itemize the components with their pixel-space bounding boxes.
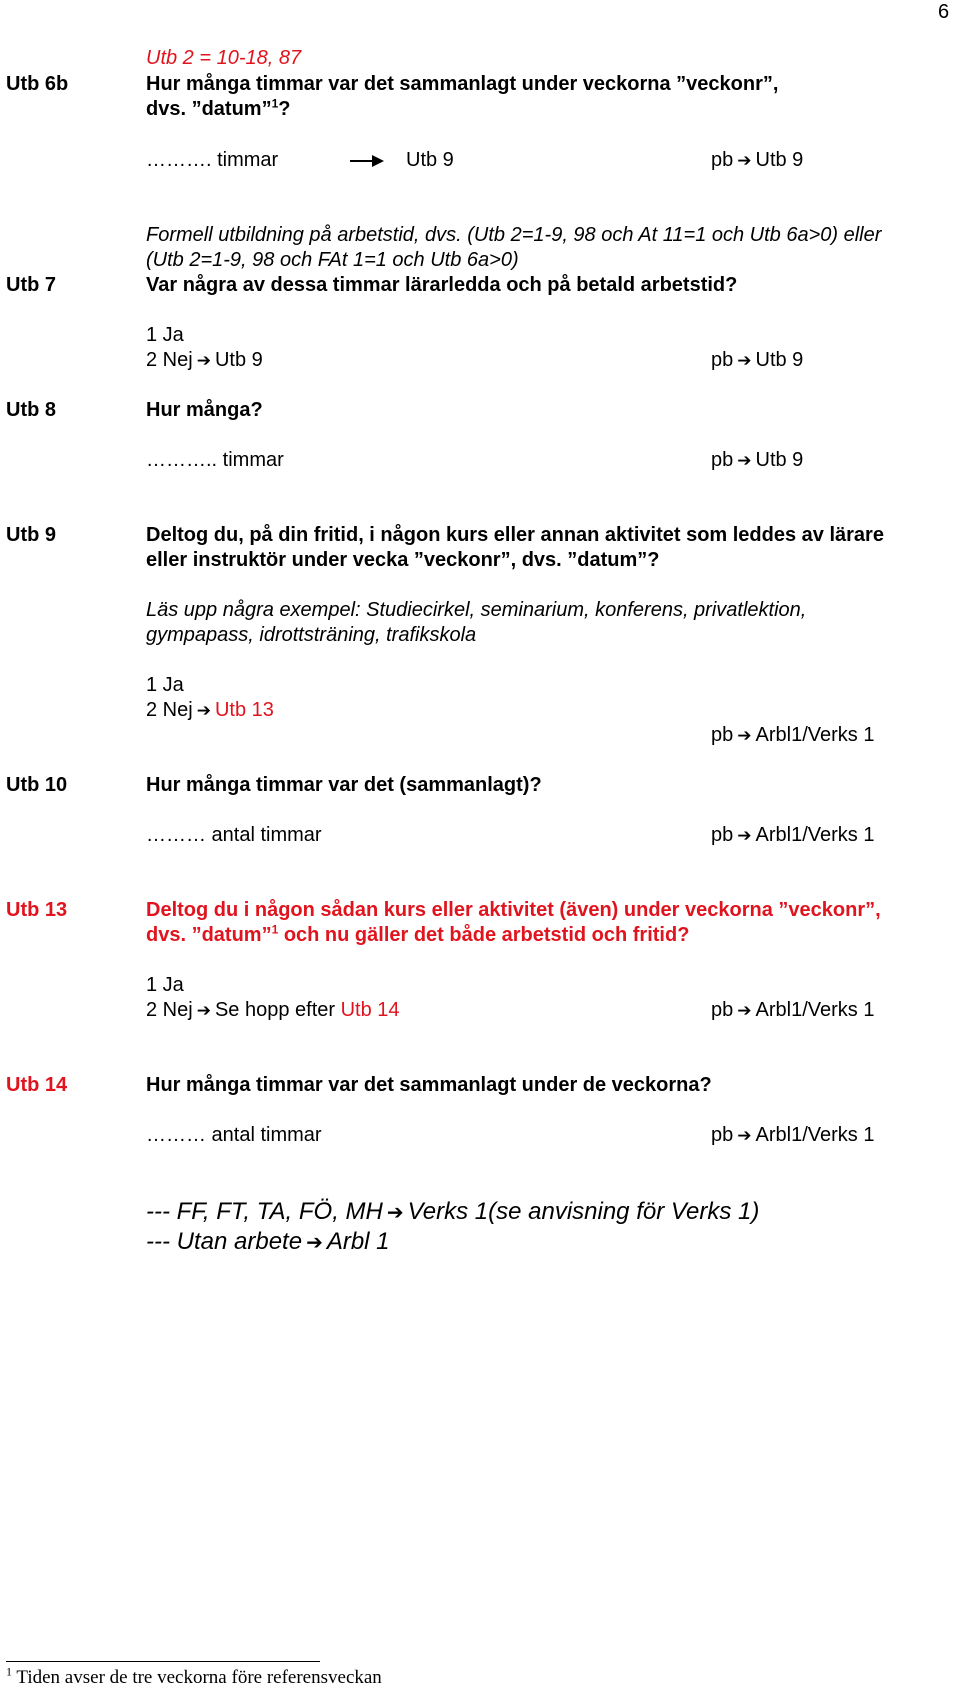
utb6b-goto: Utb 9	[406, 149, 454, 171]
utb10-pb	[711, 823, 874, 848]
utb10-question: Hur många timmar var det (sammanlagt)?	[146, 774, 542, 796]
option-goto: Utb 13	[214, 699, 274, 721]
arrow-icon: ➔	[196, 1001, 211, 1021]
utb8-question: Hur många?	[146, 399, 263, 421]
routing-goto: Verks 1(se anvisning för Verks 1)	[407, 1198, 760, 1225]
pb-goto: Arbl1/Verks 1	[755, 999, 875, 1021]
utb7-filter-line2: (Utb 2=1-9, 98 och FAt 1=1 och Utb 6a>0)	[146, 249, 519, 271]
utb7-question: Var några av dessa timmar lärarledda och på betald arbetstid?	[146, 274, 738, 296]
arrow-icon: ➔	[737, 1126, 752, 1146]
utb13-pb	[711, 998, 874, 1023]
arrow-icon: ➔	[737, 1001, 752, 1021]
utb13-label: Utb 13	[6, 899, 68, 921]
arrow-icon: ➔	[196, 351, 211, 371]
utb14-question: Hur många timmar var det sammanlagt under de veckorna?	[146, 1074, 712, 1096]
utb14-pb	[711, 1123, 874, 1148]
utb7-option-1: 1 Ja	[146, 324, 184, 346]
footnote-ref: 1	[271, 96, 279, 111]
utb6b-pb	[711, 148, 803, 173]
pb-goto: Arbl1/Verks 1	[755, 824, 875, 846]
long-arrow-icon	[346, 152, 384, 170]
pb-text: pb	[711, 349, 734, 371]
utb9-option-2	[146, 698, 274, 723]
utb7-option-2	[146, 348, 263, 373]
utb7-label: Utb 7	[6, 274, 56, 296]
pb-goto: Utb 9	[755, 149, 804, 171]
option-goto: Utb 14	[340, 999, 400, 1021]
utb6b-filter: Utb 2 = 10-18, 87	[146, 47, 302, 69]
arrow-icon: ➔	[196, 701, 211, 721]
utb9-question-line2: eller instruktör under vecka ”veckonr”, dvs. ”datum”?	[146, 549, 660, 571]
footnote-separator	[6, 1661, 320, 1662]
utb8-answer: ……….. timmar	[146, 449, 284, 471]
utb9-question-line1: Deltog du, på din fritid, i någon kurs eller annan aktivitet som leddes av lärare	[146, 524, 884, 546]
utb6b-q2-end: ?	[278, 98, 291, 120]
option-goto: Utb 9	[214, 349, 263, 371]
option-text: 2 Nej	[146, 349, 193, 371]
pb-text: pb	[711, 1124, 734, 1146]
pb-goto: Utb 9	[755, 449, 804, 471]
utb8-label: Utb 8	[6, 399, 56, 421]
pb-goto: Utb 9	[755, 349, 804, 371]
footnote-ref: 1	[271, 922, 279, 937]
utb13-option-1: 1 Ja	[146, 974, 184, 996]
pb-text: pb	[711, 999, 734, 1021]
utb6b-question-line2	[146, 97, 290, 121]
utb9-instruction-line2: gympapass, idrottsträning, trafikskola	[146, 624, 477, 646]
utb7-pb	[711, 348, 803, 373]
pb-text: pb	[711, 449, 734, 471]
arrow-icon: ➔	[386, 1200, 404, 1224]
arrow-icon: ➔	[306, 1230, 323, 1254]
utb10-label: Utb 10	[6, 774, 68, 796]
option-text: 2 Nej	[146, 699, 193, 721]
utb13-question-line2	[146, 923, 689, 947]
utb14-answer: ……… antal timmar	[146, 1124, 322, 1146]
pb-text: pb	[711, 824, 734, 846]
arrow-icon: ➔	[737, 826, 752, 846]
arrow-icon: ➔	[737, 151, 752, 171]
routing-goto: Arbl 1	[326, 1228, 390, 1255]
utb10-answer: ……… antal timmar	[146, 824, 322, 846]
utb9-label: Utb 9	[6, 524, 56, 546]
pb-text: pb	[711, 149, 734, 171]
arrow-icon: ➔	[737, 451, 752, 471]
routing-line2	[146, 1227, 390, 1257]
routing-cond: --- FF, FT, TA, FÖ, MH	[146, 1198, 383, 1225]
footnote-text: Tiden avser de tre veckorna före referensveckan	[12, 1667, 382, 1688]
pb-goto: Arbl1/Verks 1	[755, 1124, 875, 1146]
utb9-pb	[711, 723, 874, 748]
utb13-q2-text: dvs. ”datum”	[146, 924, 272, 946]
utb6b-answer: ………. timmar	[146, 149, 279, 171]
utb7-filter-line1: Formell utbildning på arbetstid, dvs. (Utb 2=1-9, 98 och At 11=1 och Utb 6a>0) eller	[146, 224, 882, 246]
utb13-question-line1: Deltog du i någon sådan kurs eller aktivitet (även) under veckorna ”veckonr”,	[146, 899, 881, 921]
pb-text: pb	[711, 724, 734, 746]
utb13-q2-end: och nu gäller det både arbetstid och fritid?	[278, 924, 690, 946]
page-number: 6	[938, 1, 950, 23]
utb14-label: Utb 14	[6, 1074, 68, 1096]
arrow-icon: ➔	[737, 351, 752, 371]
utb9-instruction-line1: Läs upp några exempel: Studiecirkel, seminarium, konferens, privatlektion,	[146, 599, 807, 621]
utb8-pb	[711, 448, 803, 473]
option-hop-text: Se hopp efter	[214, 999, 336, 1021]
arrow-icon: ➔	[737, 726, 752, 746]
utb6b-q2-text: dvs. ”datum”	[146, 98, 272, 120]
routing-cond: --- Utan arbete	[146, 1228, 303, 1255]
utb13-option-2	[146, 998, 400, 1023]
footnote	[6, 1664, 382, 1689]
routing-line1	[146, 1197, 759, 1227]
option-text: 2 Nej	[146, 999, 193, 1021]
footnote-number: 1	[6, 1664, 12, 1679]
utb6b-label: Utb 6b	[6, 73, 69, 95]
pb-goto: Arbl1/Verks 1	[755, 724, 875, 746]
utb9-option-1: 1 Ja	[146, 674, 184, 696]
utb6b-question-line1: Hur många timmar var det sammanlagt under veckorna ”veckonr”,	[146, 73, 779, 95]
